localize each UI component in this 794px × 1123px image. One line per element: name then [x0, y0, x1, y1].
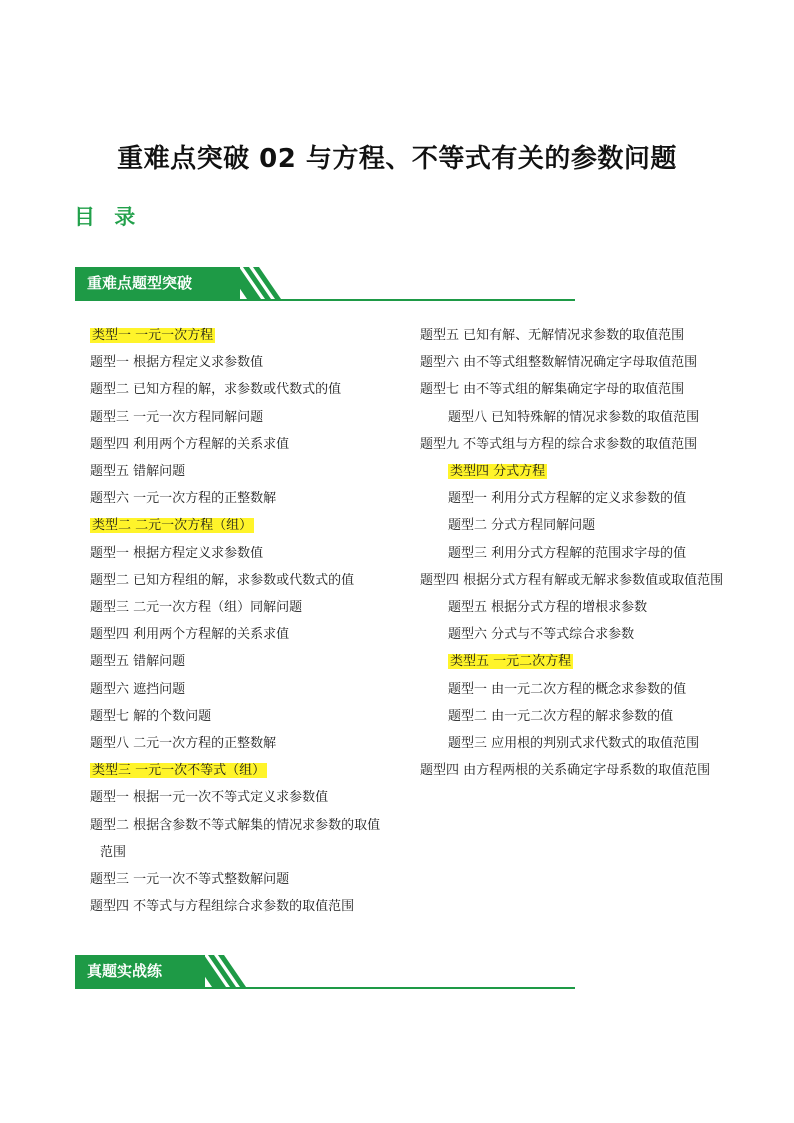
toc-item[interactable]: 题型九 不等式组与方程的综合求参数的取值范围	[420, 436, 698, 452]
toc-category[interactable]	[90, 322, 390, 349]
toc-item[interactable]: 题型二 根据含参数不等式解集的情况求参数的取值范围	[90, 817, 381, 860]
toc-item[interactable]: 题型一 由一元二次方程的概念求参数的值	[448, 681, 687, 697]
toc-category-label: 类型一 一元一次方程	[92, 328, 214, 343]
toc-item[interactable]: 题型五 已知有解、无解情况求参数的取值范围	[420, 328, 685, 343]
toc-item[interactable]: 题型八 已知特殊解的情况求参数的取值范围	[448, 409, 700, 425]
section-title-practice: 真题实战练	[75, 955, 205, 987]
toc-item[interactable]: 题型二 已知方程的解，求参数或代数式的值	[90, 382, 342, 398]
toc-item[interactable]: 题型一 根据方程定义求参数值	[90, 355, 264, 371]
toc-item[interactable]: 题型三 一元一次方程同解问题	[90, 409, 264, 425]
toc-category-label: 类型四 分式方程	[450, 464, 546, 480]
toc-item[interactable]: 题型四 利用两个方程解的关系求值	[90, 436, 290, 452]
toc-category[interactable]	[420, 458, 730, 485]
section-title-breakthrough: 重难点题型突破	[75, 267, 240, 299]
toc-item[interactable]: 题型四 由方程两根的关系确定字母系数的取值范围	[420, 763, 711, 779]
toc-category-label: 类型五 一元二次方程	[450, 654, 572, 670]
banner-stripes-icon	[225, 267, 285, 299]
toc-left-column	[90, 322, 390, 920]
toc-item[interactable]: 题型一 利用分式方程解的定义求参数的值	[448, 491, 687, 507]
toc-category[interactable]	[90, 512, 390, 539]
banner-stripes-icon	[190, 955, 250, 987]
toc-category[interactable]	[420, 648, 730, 675]
toc-item[interactable]: 题型五 根据分式方程的增根求参数	[448, 600, 648, 616]
toc-item[interactable]: 题型二 由一元二次方程的解求参数的值	[448, 708, 674, 724]
toc-item[interactable]: 题型一 根据方程定义求参数值	[90, 545, 264, 561]
toc-item[interactable]: 题型七 由不等式组的解集确定字母的取值范围	[420, 382, 685, 398]
toc-category-label: 类型二 二元一次方程（组）	[92, 518, 253, 534]
toc-item[interactable]: 题型四 利用两个方程解的关系求值	[90, 627, 290, 643]
toc-item[interactable]: 题型三 应用根的判别式求代数式的取值范围	[448, 736, 700, 752]
toc-heading: 目 录	[74, 205, 142, 229]
toc-item[interactable]: 题型五 错解问题	[90, 654, 186, 670]
toc-item[interactable]: 题型八 二元一次方程的正整数解	[90, 736, 277, 752]
toc-item[interactable]: 题型七 解的个数问题	[90, 708, 212, 724]
toc-item[interactable]: 题型三 二元一次方程（组）同解问题	[90, 600, 303, 616]
toc-category[interactable]	[90, 757, 390, 784]
toc-item[interactable]: 题型三 利用分式方程解的范围求字母的值	[448, 545, 687, 561]
toc-item[interactable]: 题型六 由不等式组整数解情况确定字母取值范围	[420, 355, 698, 371]
toc-item[interactable]: 题型四 根据分式方程有解或无解求参数值或取值范围	[420, 572, 724, 588]
toc-item[interactable]: 题型一 根据一元一次不等式定义求参数值	[90, 790, 329, 806]
toc-item[interactable]: 题型六 一元一次方程的正整数解	[90, 491, 277, 507]
page-title: 重难点突破 02 与方程、不等式有关的参数问题	[117, 144, 677, 174]
toc-item[interactable]: 题型六 分式与不等式综合求参数	[448, 627, 635, 643]
toc-item[interactable]: 题型二 已知方程组的解，求参数或代数式的值	[90, 572, 355, 588]
banner-underline	[75, 299, 575, 301]
toc-item[interactable]: 题型五 错解问题	[90, 464, 186, 480]
toc-item[interactable]: 题型二 分式方程同解问题	[448, 518, 596, 534]
toc-item[interactable]: 题型六 遮挡问题	[90, 681, 186, 697]
toc-item[interactable]: 题型三 一元一次不等式整数解问题	[90, 872, 290, 888]
toc-category-label: 类型三 一元一次不等式（组）	[92, 763, 266, 779]
toc-item[interactable]: 题型四 不等式与方程组综合求参数的取值范围	[90, 899, 355, 915]
toc-right-column	[420, 322, 730, 784]
banner-underline	[75, 987, 575, 989]
